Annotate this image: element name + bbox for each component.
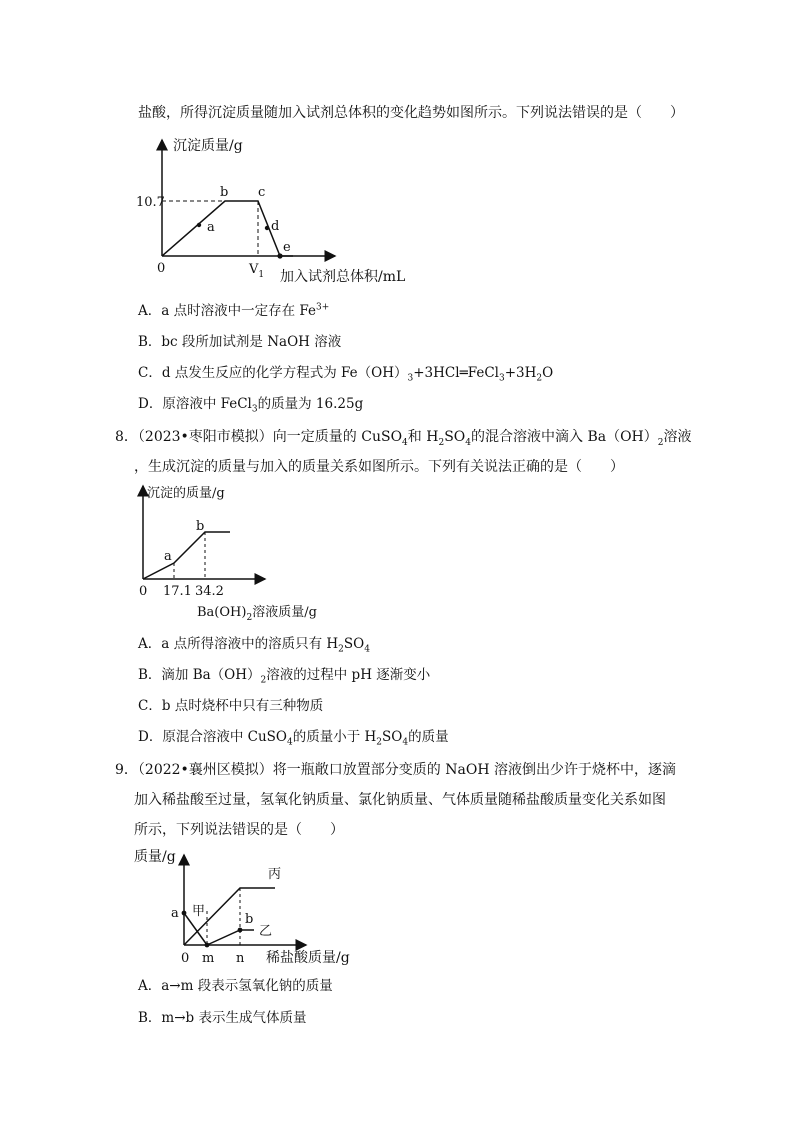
q7-option-b: B．bc 段所加试剂是 NaOH 溶液 <box>138 334 342 350</box>
q7-y-tick: 10.7 <box>136 195 165 210</box>
q8-origin: 0 <box>139 584 148 599</box>
q8-y-label: 沉淀的质量/g <box>147 486 225 501</box>
q9-option-b: B．m→b 表示生成气体质量 <box>138 1010 307 1026</box>
q7-option-a: A．a 点时溶液中一定存在 $Fe^{3+}$ <box>138 302 330 319</box>
q8-option-c: C．b 点时烧杯中只有三种物质 <box>138 698 324 714</box>
q9-origin: 0 <box>181 951 190 966</box>
q7-label-c: c <box>258 185 266 200</box>
q7-option-c: C．d 点发生反应的化学方程式为 $Fe(OH)_3+3HCl═FeCl_3+3H_2O$ <box>138 365 554 384</box>
q9-x-tick-m: m <box>202 951 215 966</box>
q9-x-label: 稀盐酸质量/g <box>266 950 350 966</box>
q8-stem-line2: ，生成沉淀的质量与加入的质量关系如图所示。下列有关说法正确的是（ ） <box>134 459 624 475</box>
q8-option-a: A．a 点所得溶液中的溶质只有 $H_2SO_4$ <box>138 636 370 655</box>
q9-stem-line3: 所示，下列说法错误的是（ ） <box>134 822 344 838</box>
q9-curve-yi <box>207 930 254 945</box>
q9-graph <box>134 845 364 970</box>
q7-option-d: D．原溶液中 FeCl$_3$的质量为 16.25g <box>138 396 364 415</box>
q8-curve <box>143 532 230 579</box>
q7-x-label: 加入试剂总体积/mL <box>280 269 406 285</box>
q9-label-a: a <box>171 906 179 921</box>
q7-x-tick-v1: $V_1$ <box>249 262 265 280</box>
q7-point-d <box>265 226 269 230</box>
q8-option-b: B．滴加 $Ba(OH)_2$溶液的过程中 pH 逐渐变小 <box>138 667 431 686</box>
q7-point-a <box>197 223 201 227</box>
q8-option-d: D．原混合溶液中 CuSO$_4$的质量小于 $H_2SO_4$的质量 <box>138 729 449 748</box>
q8-x-tick-1: 17.1 <box>163 584 192 599</box>
q8-graph <box>130 480 330 625</box>
q8-x-tick-2: 34.2 <box>195 584 224 599</box>
q9-option-a: A．a→m 段表示氢氧化钠的质量 <box>138 978 333 994</box>
q7-label-a: a <box>207 220 215 235</box>
q7-y-label: 沉淀质量/g <box>173 138 243 154</box>
q7-graph <box>130 130 430 290</box>
q8-stem-line1: 8．（2023•枣阳市模拟）向一定质量的 CuSO$_4$和 $H_2SO_4$的混合溶液中滴入 $Ba(OH)_2$溶液 <box>115 429 692 448</box>
q9-label-yi: 乙 <box>259 924 273 939</box>
q9-stem-line2: 加入稀盐酸至过量，氢氧化钠质量、氯化钠质量、气体质量随稀盐酸质量变化关系如图 <box>134 792 666 808</box>
q9-point-m <box>205 943 210 948</box>
q9-y-label: 质量/g <box>134 849 176 865</box>
q8-label-b: b <box>196 519 205 534</box>
q7-label-d: d <box>271 219 280 234</box>
q9-label-bing: 丙 <box>268 867 282 882</box>
q9-label-jia: 甲 <box>192 904 206 919</box>
q9-x-tick-n: n <box>236 951 245 966</box>
q7-point-e <box>277 253 282 258</box>
q7-label-b: b <box>220 185 229 200</box>
q8-label-a: a <box>164 549 172 564</box>
q7-curve <box>162 201 280 256</box>
q7-label-e: e <box>283 240 291 255</box>
q8-x-label: $Ba(OH)_2$溶液质量/g <box>197 605 317 623</box>
q7-intro-tail: 盐酸，所得沉淀质量随加入试剂总体积的变化趋势如图所示。下列说法错误的是（ ） <box>138 105 684 121</box>
q9-point-b <box>238 928 243 933</box>
q9-label-b: b <box>245 912 254 927</box>
q7-origin: 0 <box>157 261 166 276</box>
q9-stem-line1: 9．（2022•襄州区模拟）将一瓶敞口放置部分变质的 NaOH 溶液倒出少许于烧杯中，逐滴 <box>115 762 676 778</box>
